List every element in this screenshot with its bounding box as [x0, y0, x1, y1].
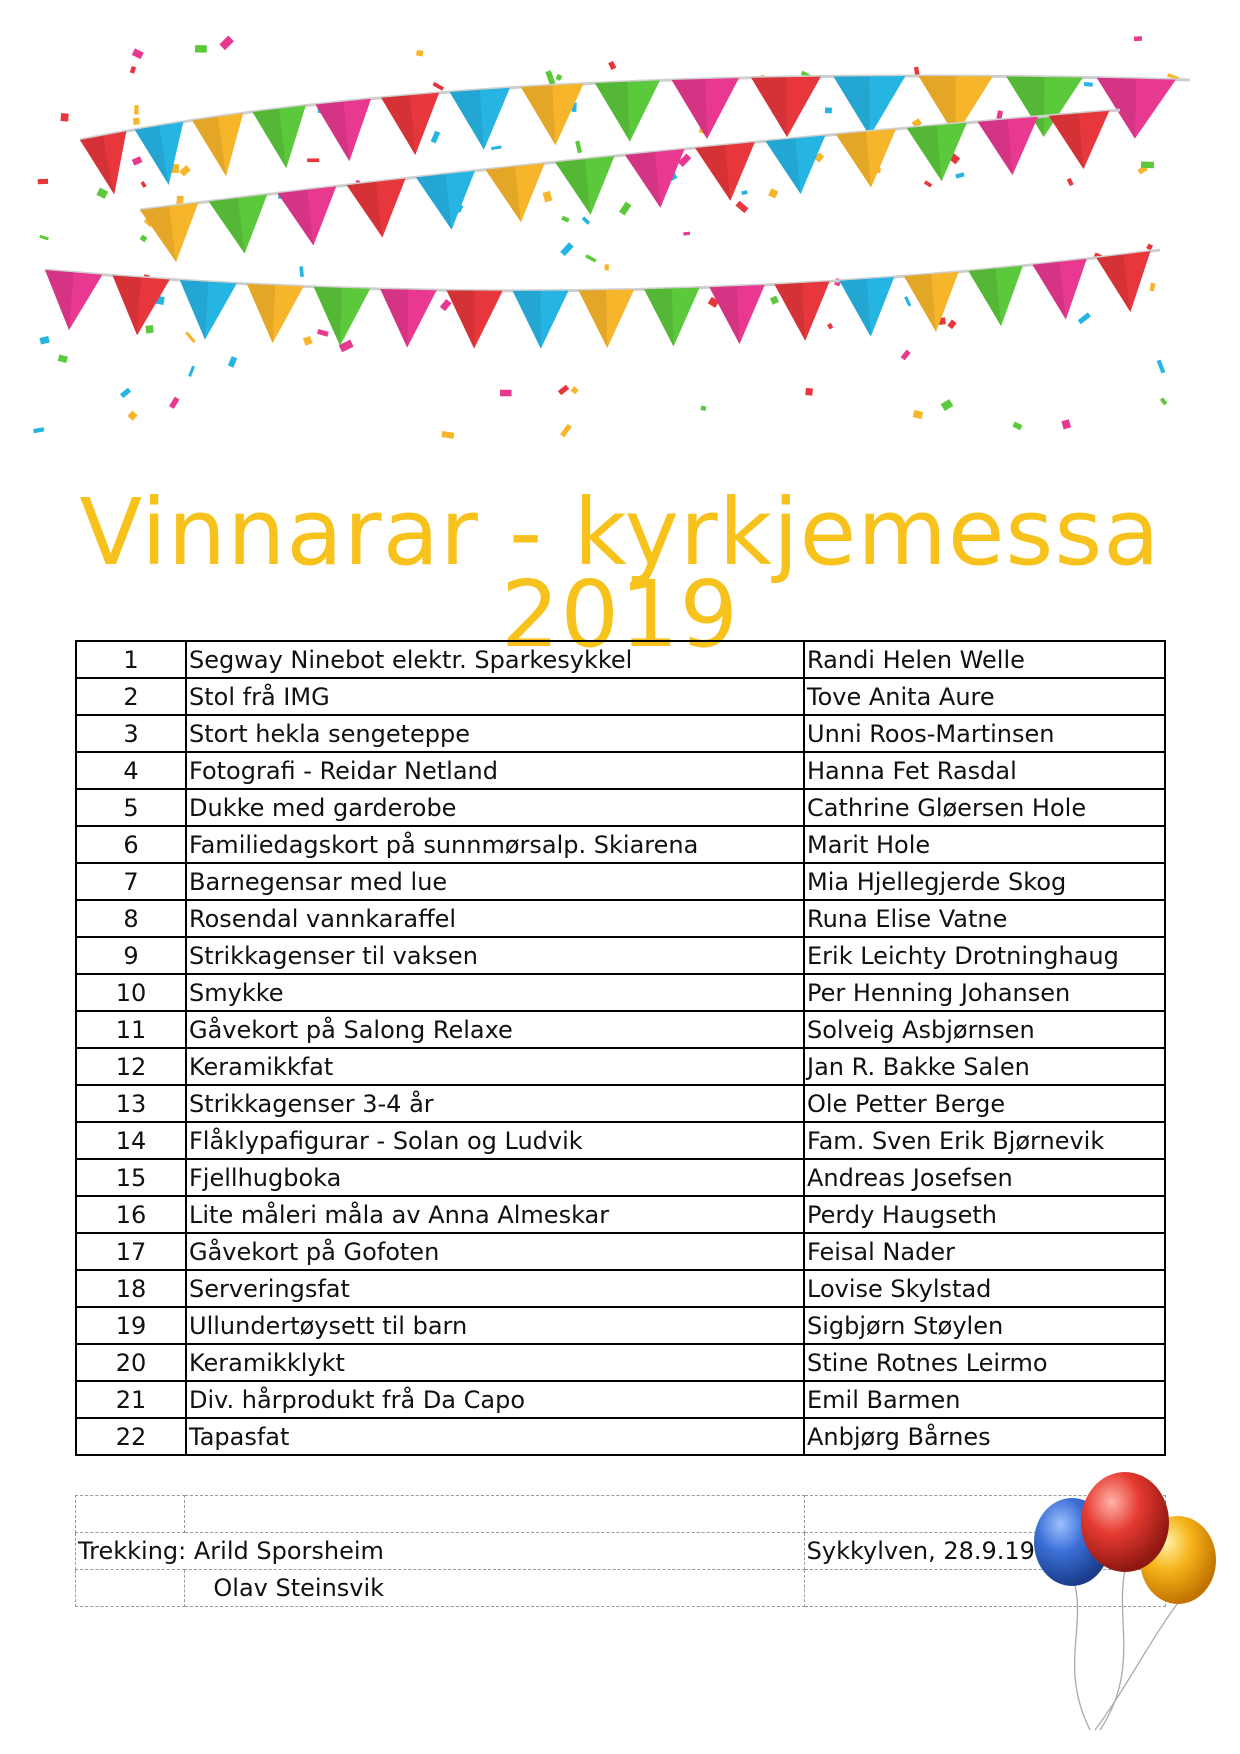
prize-number: 14 [76, 1122, 186, 1159]
prize-name: Barnegensar med lue [186, 863, 804, 900]
table-row [76, 900, 1165, 937]
prize-number: 10 [76, 974, 186, 1011]
prize-name: Stort hekla sengeteppe [186, 715, 804, 752]
footer-empty-row [76, 1496, 1166, 1533]
prize-name: Div. hårprodukt frå Da Capo [186, 1381, 804, 1418]
table-row [76, 1233, 1165, 1270]
winner-name: Randi Helen Welle [804, 641, 1165, 678]
second-drawer: Olav Steinsvik [213, 1574, 385, 1602]
table-row [76, 752, 1165, 789]
winners-table-body [76, 641, 1165, 1455]
winner-name: Hanna Fet Rasdal [804, 752, 1165, 789]
prize-name: Tapasfat [186, 1418, 804, 1455]
table-row [76, 863, 1165, 900]
prize-name: Rosendal vannkaraffel [186, 900, 804, 937]
prize-name: Familiedagskort på sunnmørsalp. Skiarena [186, 826, 804, 863]
table-row [76, 974, 1165, 1011]
winner-name: Perdy Haugseth [804, 1196, 1165, 1233]
winner-name: Anbjørg Bårnes [804, 1418, 1165, 1455]
prize-name: Fjellhugboka [186, 1159, 804, 1196]
table-row [76, 1159, 1165, 1196]
prize-number: 17 [76, 1233, 186, 1270]
winner-name: Erik Leichty Drotninghaug [804, 937, 1165, 974]
prize-number: 5 [76, 789, 186, 826]
table-row [76, 641, 1165, 678]
drawing-label: Trekking: Arild Sporsheim [76, 1533, 805, 1570]
table-row [76, 1381, 1165, 1418]
title-line-2: 2019 [500, 560, 740, 668]
prize-name: Keramikkfat [186, 1048, 804, 1085]
prize-number: 11 [76, 1011, 186, 1048]
prize-number: 16 [76, 1196, 186, 1233]
table-row [76, 1270, 1165, 1307]
prize-number: 1 [76, 641, 186, 678]
winner-name: Sigbjørn Støylen [804, 1307, 1165, 1344]
winner-name: Stine Rotnes Leirmo [804, 1344, 1165, 1381]
winner-name: Mia Hjellegjerde Skog [804, 863, 1165, 900]
footer-signature-row [76, 1533, 1166, 1570]
prize-number: 4 [76, 752, 186, 789]
table-row [76, 826, 1165, 863]
table-row [76, 937, 1165, 974]
table-row [76, 1344, 1165, 1381]
prize-number: 3 [76, 715, 186, 752]
prize-number: 12 [76, 1048, 186, 1085]
prize-number: 6 [76, 826, 186, 863]
place-date: Sykkylven, 28.9.19 [804, 1533, 1165, 1570]
prize-number: 20 [76, 1344, 186, 1381]
table-row [76, 1048, 1165, 1085]
prize-name: Strikkagenser til vaksen [186, 937, 804, 974]
prize-name: Flåklypafigurar - Solan og Ludvik [186, 1122, 804, 1159]
winner-name: Lovise Skylstad [804, 1270, 1165, 1307]
table-row [76, 789, 1165, 826]
prize-name: Lite måleri måla av Anna Almeskar [186, 1196, 804, 1233]
winner-name: Emil Barmen [804, 1381, 1165, 1418]
prize-name: Segway Ninebot elektr. Sparkesykkel [186, 641, 804, 678]
party-bunting-icon [0, 0, 1240, 470]
table-row [76, 1418, 1165, 1455]
prize-number: 8 [76, 900, 186, 937]
prize-name: Strikkagenser 3-4 år [186, 1085, 804, 1122]
winner-name: Unni Roos-Martinsen [804, 715, 1165, 752]
prize-number: 2 [76, 678, 186, 715]
winner-name: Ole Petter Berge [804, 1085, 1165, 1122]
table-row [76, 1122, 1165, 1159]
prize-name: Dukke med garderobe [186, 789, 804, 826]
table-row [76, 1196, 1165, 1233]
footer-second-drawer-row [76, 1570, 1166, 1607]
prize-name: Stol frå IMG [186, 678, 804, 715]
prize-number: 22 [76, 1418, 186, 1455]
winner-name: Solveig Asbjørnsen [804, 1011, 1165, 1048]
prize-name: Ullundertøysett til barn [186, 1307, 804, 1344]
winner-name: Per Henning Johansen [804, 974, 1165, 1011]
table-row [76, 1307, 1165, 1344]
prize-number: 13 [76, 1085, 186, 1122]
table-row [76, 678, 1165, 715]
prize-name: Smykke [186, 974, 804, 1011]
prize-number: 7 [76, 863, 186, 900]
winner-name: Feisal Nader [804, 1233, 1165, 1270]
table-row [76, 1085, 1165, 1122]
prize-number: 19 [76, 1307, 186, 1344]
prize-number: 21 [76, 1381, 186, 1418]
prize-name: Fotografi - Reidar Netland [186, 752, 804, 789]
prize-number: 15 [76, 1159, 186, 1196]
table-row [76, 715, 1165, 752]
prize-name: Gåvekort på Salong Relaxe [186, 1011, 804, 1048]
prize-name: Gåvekort på Gofoten [186, 1233, 804, 1270]
prize-number: 9 [76, 937, 186, 974]
winner-name: Jan R. Bakke Salen [804, 1048, 1165, 1085]
winner-name: Andreas Josefsen [804, 1159, 1165, 1196]
title-line-1: Vinnarar - kyrkjemessa [79, 478, 1161, 586]
winner-name: Marit Hole [804, 826, 1165, 863]
balloons-icon [1030, 1460, 1230, 1740]
winners-table [75, 640, 1166, 1456]
footer-table [75, 1495, 1166, 1607]
winner-name: Runa Elise Vatne [804, 900, 1165, 937]
table-row [76, 1011, 1165, 1048]
prize-number: 18 [76, 1270, 186, 1307]
prize-name: Serveringsfat [186, 1270, 804, 1307]
winner-name: Tove Anita Aure [804, 678, 1165, 715]
prize-name: Keramikklykt [186, 1344, 804, 1381]
winner-name: Cathrine Gløersen Hole [804, 789, 1165, 826]
winner-name: Fam. Sven Erik Bjørnevik [804, 1122, 1165, 1159]
